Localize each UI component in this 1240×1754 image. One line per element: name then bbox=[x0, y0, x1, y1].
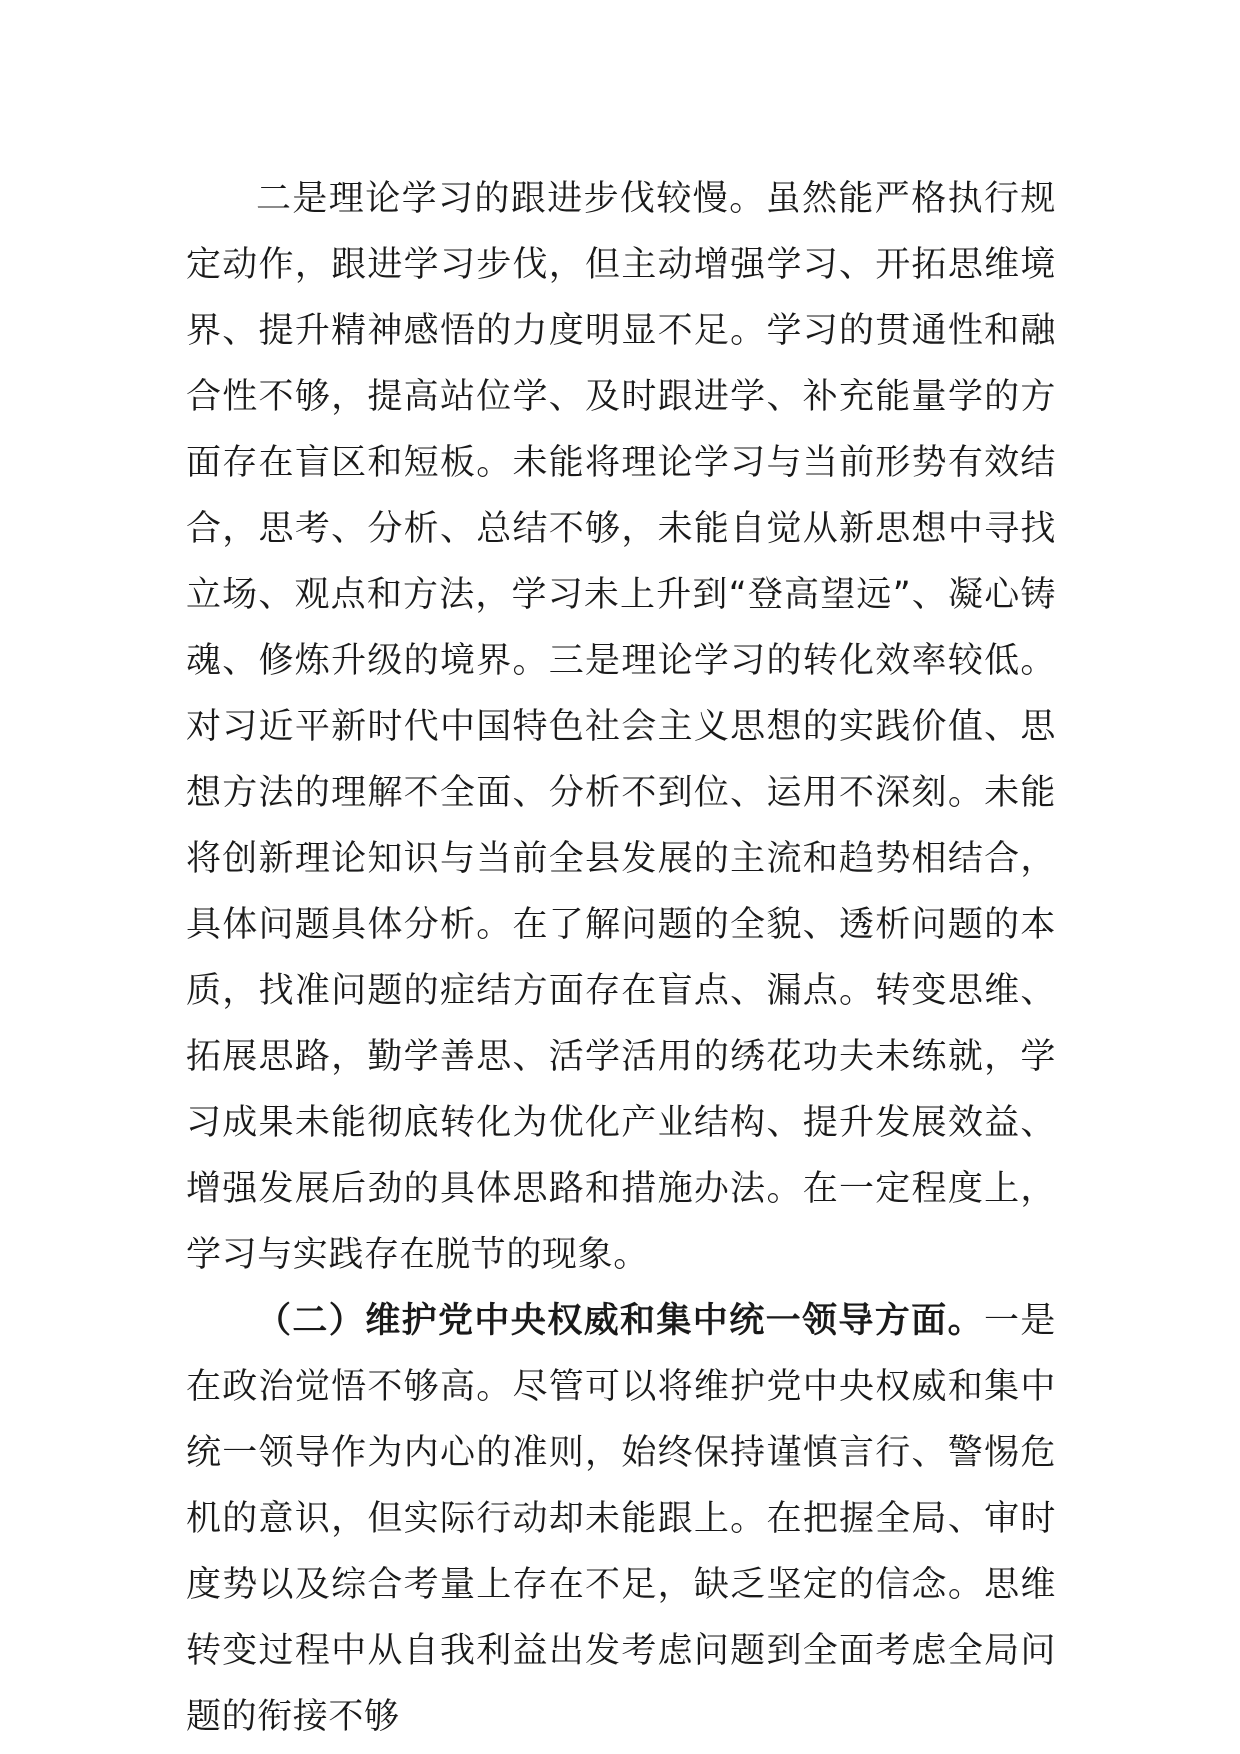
paragraph-section-2 bbox=[186, 1288, 1056, 1750]
paragraph-1-text: 二是理论学习的跟进步伐较慢。虽然能严格执行规定动作，跟进学习步伐，但主动增强学习、开拓思维境界、提升精神感悟的力度明显不足。学习的贯通性和融合性不够，提高站位学、及时跟进学、补充能量学的方面存在盲区和短板。未能将理论学习与当前形势有效结合，思考、分析、总结不够，未能自觉从新思想中寻找立场、观点和方法，学习未上升到“登高望远”、凝心铸魂、修炼升级的境界。三是理论学习的转化效率较低。对习近平新时代中国特色社会主义思想的实践价值、思想方法的理解不全面、分析不到位、运用不深刻。未能将创新理论知识与当前全县发展的主流和趋势相结合，具体问题具体分析。在了解问题的全貌、透析问题的本质，找准问题的症结方面存在盲点、漏点。转变思维、拓展思路，勤学善思、活学活用的绣花功夫未练就，学习成果未能彻底转化为优化产业结构、提升发展效益、增强发展后劲的具体思路和措施办法。在一定程度上，学习与实践存在脱节的现象。 bbox=[186, 179, 1056, 1275]
section-2-heading: （二）维护党中央权威和集中统一领导方面。 bbox=[256, 1301, 984, 1341]
document-body bbox=[186, 166, 1056, 1750]
paragraph-theory-study bbox=[186, 166, 1056, 1288]
section-2-body: 一是在政治觉悟不够高。尽管可以将维护党中央权威和集中统一领导作为内心的准则，始终保持谨慎言行、警惕危机的意识，但实际行动却未能跟上。在把握全局、审时度势以及综合考量上存在不足，缺乏坚定的信念。思维转变过程中从自我利益出发考虑问题到全面考虑全局问题的衔接不够 bbox=[186, 1301, 1056, 1737]
